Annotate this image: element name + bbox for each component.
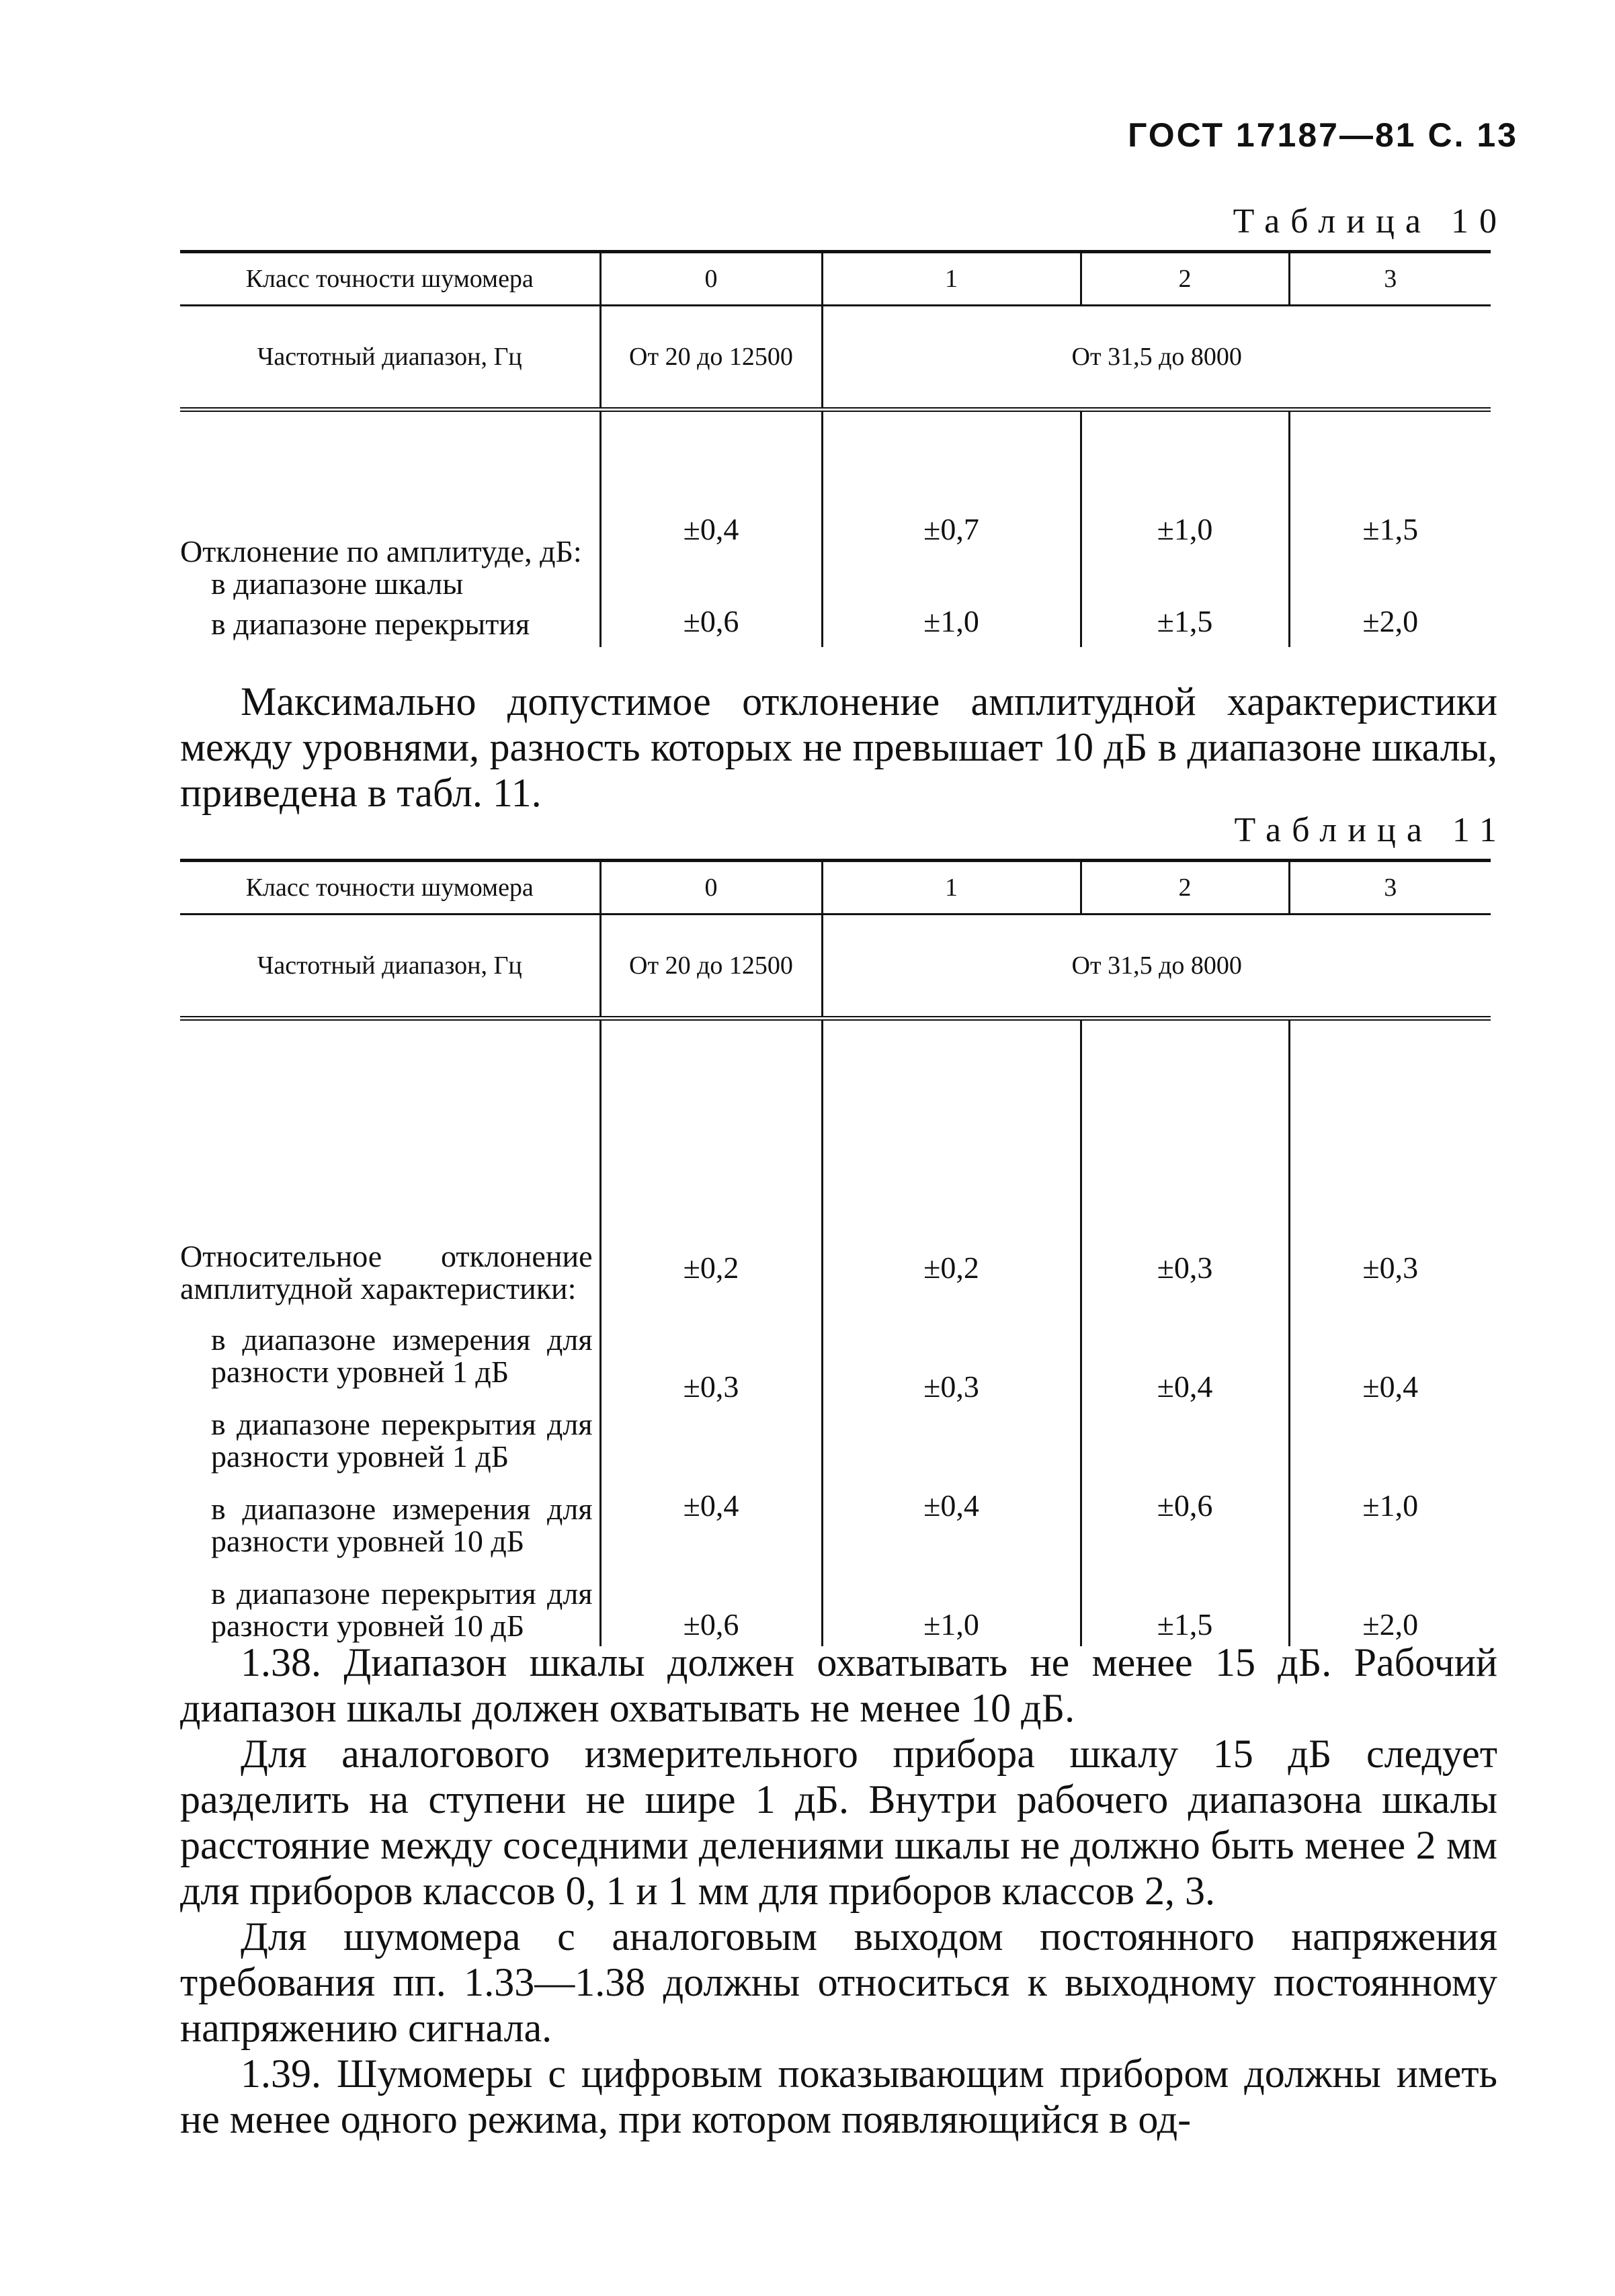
value-cell: ±0,6: [683, 1607, 739, 1642]
paragraph: Для шумомера с аналоговым выходом постоянного напряжения требования пп. 1.33—1.38 должны относиться к выходному постоянному напряжению сигнала.: [180, 1914, 1497, 2050]
values-class-0: [600, 1019, 822, 1647]
row-label: в диапазоне перекрытия для разности уровней 1 дБ: [211, 1407, 593, 1474]
value-cell: ±0,3: [1362, 1250, 1419, 1285]
value-cell: ±2,0: [1362, 604, 1419, 638]
table-11: [180, 859, 1491, 1646]
param-cell: [180, 410, 600, 648]
range-class-0: От 20 до 12500: [600, 915, 822, 1019]
range-header: Частотный диапазон, Гц: [180, 915, 600, 1019]
table-10-caption: Таблица 10: [1233, 202, 1507, 241]
table-11-range-row: [180, 915, 1491, 1019]
range-class-1-3: От 31,5 до 8000: [822, 915, 1491, 1019]
value-cell: ±1,0: [923, 1607, 979, 1642]
table-11-header-row: [180, 861, 1491, 915]
table-10-header-row: [180, 252, 1491, 306]
values-class-2: [1081, 410, 1289, 648]
table-10: [180, 250, 1491, 647]
value-cell: ±0,4: [1157, 1369, 1213, 1404]
param-cell: [180, 1019, 600, 1647]
class-0: 0: [600, 861, 822, 915]
value-cell: ±0,3: [1157, 1250, 1213, 1285]
values-class-2: [1081, 1019, 1289, 1647]
values-class-0: [600, 410, 822, 648]
param-title: Отклонение по амплитуде, дБ:: [180, 534, 582, 568]
value-cell: ±1,0: [1362, 1488, 1419, 1523]
range-class-0: От 20 до 12500: [600, 306, 822, 410]
body-text: [180, 1640, 1497, 2142]
class-header: Класс точности шумомера: [180, 861, 600, 915]
class-3: 3: [1289, 861, 1491, 915]
value-cell: ±0,7: [923, 512, 979, 546]
value-cell: ±1,5: [1157, 604, 1213, 638]
table-11-param-row: [180, 1019, 1491, 1647]
class-2: 2: [1081, 252, 1289, 306]
class-3: 3: [1289, 252, 1491, 306]
paragraph: Для аналогового измерительного прибора шкалу 15 дБ следует разделить на ступени не шире 1 дБ. Внутри рабочего диапазона шкалы расстояние между соседними делениями шкалы не должно быть менее 2 мм для приборов классов 0, 1 и 1 мм для приборов классов 2, 3.: [180, 1732, 1497, 1913]
class-1: 1: [822, 861, 1081, 915]
row-label: в диапазоне шкалы: [211, 566, 464, 601]
paragraph: 1.39. Шумомеры с цифровым показывающим прибором должны иметь не менее одного режима, при котором появляющийся в од-: [180, 2051, 1497, 2141]
row-label: в диапазоне измерения для разности уровней 1 дБ: [211, 1322, 593, 1389]
values-class-3: [1289, 410, 1491, 648]
range-header: Частотный диапазон, Гц: [180, 306, 600, 410]
value-cell: ±0,6: [1157, 1488, 1213, 1523]
paragraph: 1.38. Диапазон шкалы должен охватывать не менее 15 дБ. Рабочий диапазон шкалы должен охватывать не менее 10 дБ.: [180, 1640, 1497, 1730]
class-2: 2: [1081, 861, 1289, 915]
row-label: в диапазоне перекрытия для разности уровней 10 дБ: [211, 1576, 593, 1643]
value-cell: ±1,5: [1157, 1607, 1213, 1642]
param-title: Относительное отклонение амплитудной характеристики:: [180, 1239, 593, 1306]
intro-paragraph: [180, 679, 1497, 816]
table-10-param-row: [180, 410, 1491, 648]
values-class-1: [822, 1019, 1081, 1647]
table-10-range-row: [180, 306, 1491, 410]
value-cell: ±0,4: [1362, 1369, 1419, 1404]
value-cell: ±2,0: [1362, 1607, 1419, 1642]
range-class-1-3: От 31,5 до 8000: [822, 306, 1491, 410]
class-header: Класс точности шумомера: [180, 252, 600, 306]
value-cell: ±0,2: [683, 1250, 739, 1285]
value-cell: ±0,6: [683, 604, 739, 638]
class-1: 1: [822, 252, 1081, 306]
row-label: в диапазоне измерения для разности уровней 10 дБ: [211, 1492, 593, 1558]
values-class-1: [822, 410, 1081, 648]
value-cell: ±0,2: [923, 1250, 979, 1285]
value-cell: ±0,4: [683, 1488, 739, 1523]
value-cell: ±0,4: [683, 512, 739, 546]
values-class-3: [1289, 1019, 1491, 1647]
value-cell: ±1,0: [1157, 512, 1213, 546]
table-11-caption: Таблица 11: [1234, 811, 1507, 849]
value-cell: ±0,3: [683, 1369, 739, 1404]
value-cell: ±1,5: [1362, 512, 1419, 546]
value-cell: ±0,4: [923, 1488, 979, 1523]
row-label: в диапазоне перекрытия: [211, 607, 530, 641]
class-0: 0: [600, 252, 822, 306]
value-cell: ±1,0: [923, 604, 979, 638]
paragraph: Максимально допустимое отклонение амплитудной характеристики между уровнями, разность которых не превышает 10 дБ в диапазоне шкалы, приведена в табл. 11.: [180, 679, 1497, 815]
page-header: ГОСТ 17187—81 С. 13: [1128, 116, 1518, 154]
value-cell: ±0,3: [923, 1369, 979, 1404]
